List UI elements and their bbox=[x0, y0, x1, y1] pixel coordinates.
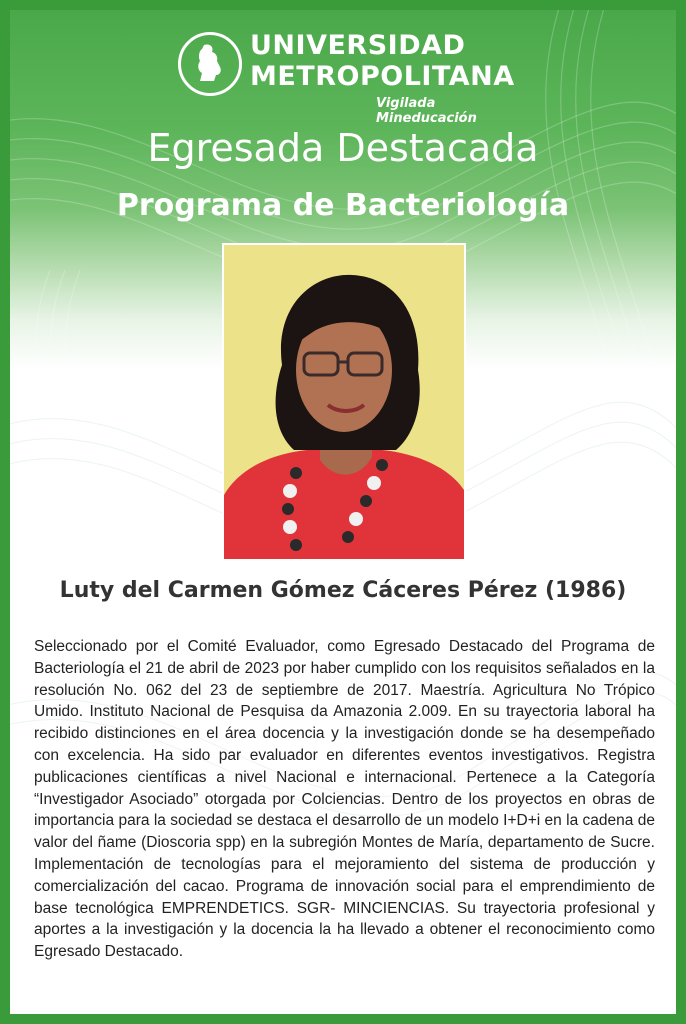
poster-subtitle: Programa de Bacteriología bbox=[116, 188, 570, 223]
logo-tagline: Vigilada Mineducación bbox=[376, 96, 477, 126]
biography-paragraph: Seleccionado por el Comité Evaluador, como Egresado Destacado del Programa de Bacteriología el 21 de abril de 2023 por haber cumplido con los requisitos señalados en la resolución No. 062 del 23 de septiembre de 2017. Maestría. Agricultura No Trópico Umido. Instituto Nacional de Pesquisa da Amazonia 2.009. En su trayectoria laboral ha recibido distinciones en el área docencia y la investigación donde se ha desempeñado con excelencia. Ha sido par evaluador en diferentes eventos investigativos. Registra publicaciones científicas a nivel Nacional e internacional. Pertenece a la Categoría “Investigador Asociado” otorgada por Colciencias. Dentro de los proyectos en obras de importancia para la sociedad se destaca el desarrollo de un modelo I+D+i en la cadena de valor del ñame (Dioscoria spp) en la subregión Montes de María, departamento de Sucre. Implementación de tecnologías para el mejoramiento del sistema de producción y comercialización del cacao. Programa de innovación social para el emprendimiento de base tecnológica EMPRENDETICS. SGR- MINCIENCIAS. Su trayectoria profesional y aportes a la investigación y la docencia la ha llevado a obtener el reconocimiento como Egresado Destacado. bbox=[34, 638, 655, 961]
poster-title: Egresada Destacada bbox=[147, 126, 539, 170]
graduate-name: Luty del Carmen Gómez Cáceres Pérez (1986) bbox=[59, 578, 627, 603]
logo-text-metropolitana: METROPOLITANA bbox=[250, 61, 515, 92]
portrait-photo bbox=[222, 243, 466, 561]
poster-body bbox=[10, 10, 676, 1014]
thinker-emblem-icon bbox=[178, 32, 242, 96]
university-logo bbox=[178, 30, 528, 126]
logo-text-universidad: UNIVERSIDAD bbox=[250, 30, 466, 61]
